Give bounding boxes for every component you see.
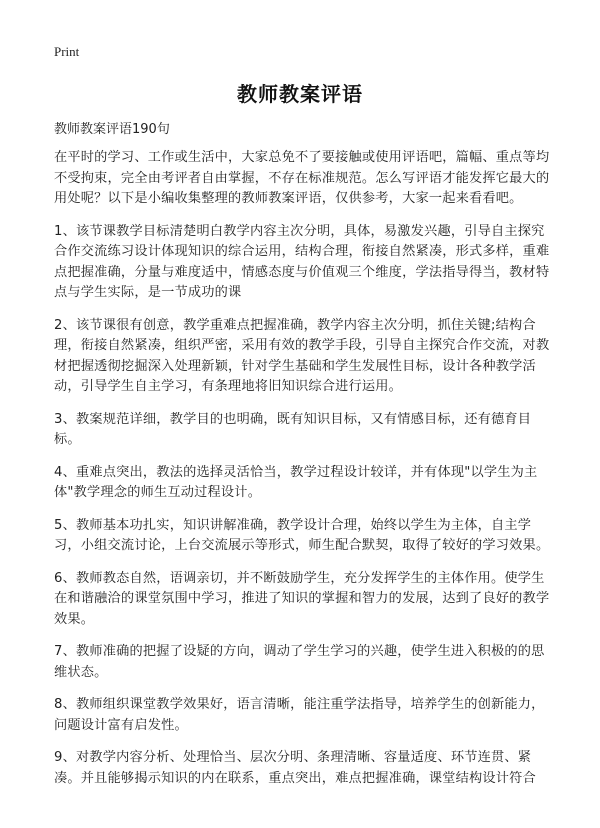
- comment-item-1: 1、该节课教学目标清楚明白教学内容主次分明，具体，易激发兴趣，引导自主探究合作交流练习设计体现知识的综合运用，结构合理，衔接自然紧凑，形式多样，重难点把握准确，分量与难度适中，情感态度与价值观三个维度，学法指导得当，教材特点与学生实际，是一节成功的课: [54, 223, 550, 300]
- comment-item-7: 7、教师准确的把握了设疑的方向，调动了学生学习的兴趣，使学生进入积极的的思维状态。: [54, 644, 545, 680]
- comment-item-2: 2、该节课很有创意，教学重难点把握准确，教学内容主次分明，抓住关键;结构合理，衔接自然紧凑，组织严密，采用有效的教学手段，引导自主探究合作交流，对教材把握透彻挖掘深入处理新颖，针对学生基础和学生发展性目标，设计各种教学活动，引导学生自主学习，有条理地将旧知识综合进行运用。: [54, 317, 550, 394]
- document-subtitle: 教师教案评语190句: [54, 122, 170, 137]
- comment-item-4: 4、重难点突出，教法的选择灵活恰当，教学过程设计较详，并有体现"以学生为主体"教学理念的师生互动过程设计。: [54, 464, 538, 500]
- print-link[interactable]: Print: [54, 44, 80, 59]
- comment-item-8: 8、教师组织课堂教学效果好，语言清晰，能注重学法指导，培养学生的创新能力，问题设计富有启发性。: [54, 697, 545, 733]
- comment-item-9: 9、对教学内容分析、处理恰当、层次分明、条理清晰、容量适度、环节连贯、紧凑。并且能够揭示知识的内在联系，重点突出，难点把握准确，课堂结构设计符合: [54, 750, 536, 786]
- comment-item-3: 3、教案规范详细，教学目的也明确，既有知识目标，又有情感目标，还有德育目标。: [54, 411, 532, 447]
- comment-item-5: 5、教师基本功扎实，知识讲解准确，教学设计合理，始终以学生为主体，自主学习，小组交流讨论，上台交流展示等形式，师生配合默契，取得了较好的学习效果。: [54, 517, 550, 553]
- document-content: [54, 148, 554, 801]
- comment-item-6: 6、教师教态自然，语调亲切，并不断鼓励学生，充分发挥学生的主体作用。使学生在和谐融洽的课堂氛围中学习，推进了知识的掌握和智力的发展，达到了良好的教学效果。: [54, 570, 550, 627]
- page-title: 教师教案评语: [237, 82, 363, 106]
- intro-paragraph: 在平时的学习、工作或生活中，大家总免不了要接触或使用评语吧，篇幅、重点等均不受拘束，完全由考评者自由掌握，不存在标准规范。怎么写评语才能发挥它最大的用处呢？以下是小编收集整理的教师教案评语，仅供参考，大家一起来看看吧。: [54, 150, 550, 206]
